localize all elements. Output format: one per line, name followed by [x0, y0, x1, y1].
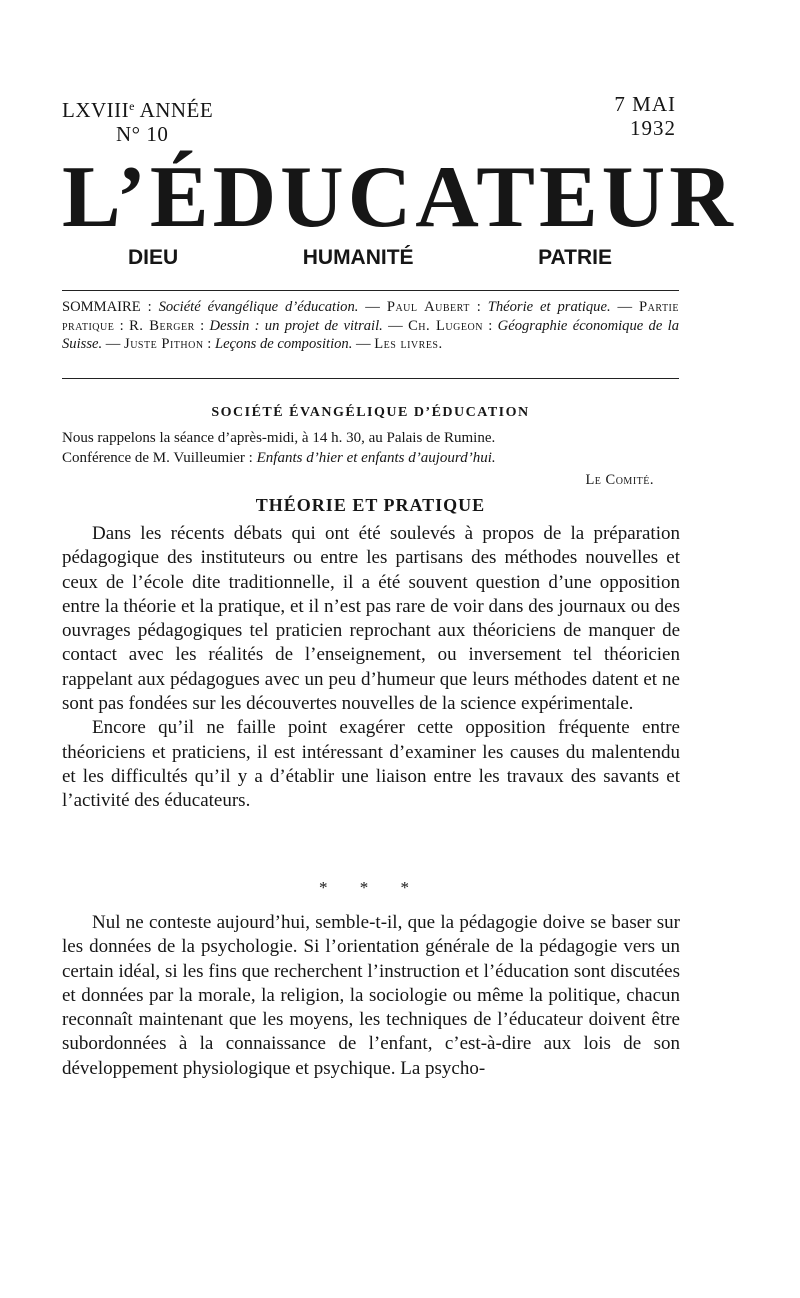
divider-top: [62, 290, 679, 291]
notice-heading: SOCIÉTÉ ÉVANGÉLIQUE D’ÉDUCATION: [211, 405, 530, 420]
volume-info: [62, 94, 213, 146]
masthead-motto: [128, 246, 612, 270]
notice-text: Nous rappelons la séance d’après-midi, à 14 h. 30, au Palais de Rumine.: [62, 430, 496, 446]
toc-item-title: Géographie économique de la Suisse.: [62, 317, 680, 352]
toc-item-title: Société évangélique d’éducation.: [158, 299, 359, 315]
toc-item-author: Juste Pithon: [124, 336, 204, 352]
article-paragraph: Encore qu’il ne faille point exagérer cette opposition fréquente entre théoriciens et praticiens, il est intéressant d’examiner les causes du malentendu et les difficultés qu’il y a d’établir une liaison entre les travaux des savants et l’activité des éducateurs.: [62, 717, 680, 812]
article-paragraph: Nul ne conteste aujourd’hui, semble-t-il, que la pédagogie doive se baser sur les données de la psychologie. Si l’orientation générale de la pédagogie vers un certain idéal, si les fins que recherchent l’instruction et l’éducation sont discutées et données par la morale, la religion, la sociologie ou même la politique, chacun reconnaît maintenant que les moyens, les techniques de l’éducateur doivent être subordonnées à la connaissance de l’enfant, c’est-à-dire aux lois de son développement physiologique et psychique. La psycho-: [62, 912, 680, 1079]
toc-label: SOMMAIRE :: [62, 299, 152, 315]
article-paragraph: Dans les récents débats qui ont été soulevés à propos de la préparation pédagogique des instituteurs ou entre les partisans des méthodes nouvelles et ceux de l’école dite traditionnelle, il a été souvent question d’une opposition entre la théorie et la pratique, et il n’est pas rare de voir dans des journaux ou des ouvrages pédagogiques tel praticien reprochant aux théoriciens de manquer de contact avec les réalités de l’enseignement, ou inversement tel théoricien rappelant aux pédagogues avec un peu d’humeur que leurs méthodes datent et ne sont pas fondées sur les découvertes nouvelles de la science expérimentale.: [62, 523, 680, 715]
volume-line: [62, 94, 213, 122]
motto-word: DIEU: [128, 246, 179, 269]
volume-number: LXVIII: [62, 98, 130, 122]
motto-word: PATRIE: [538, 246, 612, 269]
toc-separator: —: [610, 299, 640, 315]
toc-item-title: Théorie et pratique.: [487, 299, 611, 315]
article-body: [62, 522, 680, 814]
notice-line: [62, 428, 679, 448]
toc-item-author: Ch. Lugeon: [408, 317, 483, 334]
toc-item-title: Leçons de composition.: [214, 336, 353, 352]
divider-bottom: [62, 378, 679, 379]
toc-separator: —: [352, 336, 375, 352]
article-title: THÉORIE ET PRATIQUE: [255, 495, 486, 515]
motto-word: HUMANITÉ: [302, 246, 414, 269]
article-body-continued: [62, 911, 680, 1081]
volume-superscript: e: [129, 99, 135, 113]
toc-item-title: Dessin : un projet de vitrail.: [209, 317, 383, 334]
toc-separator: —: [358, 299, 387, 315]
toc-item-section: Partie pratique: [62, 299, 679, 334]
issue-date: [614, 92, 676, 140]
volume-word: ANNÉE: [139, 98, 214, 122]
toc-separator: —: [382, 317, 409, 334]
section-separator: * * *: [319, 878, 423, 897]
toc-item-author: R. Berger: [129, 317, 195, 334]
toc-item-author: Paul Aubert: [386, 299, 470, 315]
issue-day-month: 7 MAI: [614, 92, 676, 116]
notice-signature: Le Comité.: [585, 472, 654, 488]
table-of-contents: SOMMAIRE : Société évangélique d’éducation. — Paul Aubert : Théorie et pratique. — Partie pratique : R. Berger : Dessin : un projet de vitrail. — Ch. Lugeon : Géographie économique de la Suisse. — Juste Pithon : Leçons de composition. — Les livres.: [62, 299, 680, 352]
notice-conference-title: Enfants d’hier et enfants d’aujourd’hui.: [256, 450, 496, 466]
toc-item-section: Les livres.: [374, 336, 443, 352]
notice-line: [62, 448, 679, 468]
issue-year: 1932: [630, 116, 676, 140]
notice-text: Conférence de M. Vuilleumier :: [62, 450, 257, 466]
masthead-title: L’ÉDUCATEUR: [62, 149, 737, 246]
toc-separator: —: [102, 336, 125, 352]
notice-body: [62, 428, 679, 468]
issue-number: N° 10: [116, 122, 169, 146]
